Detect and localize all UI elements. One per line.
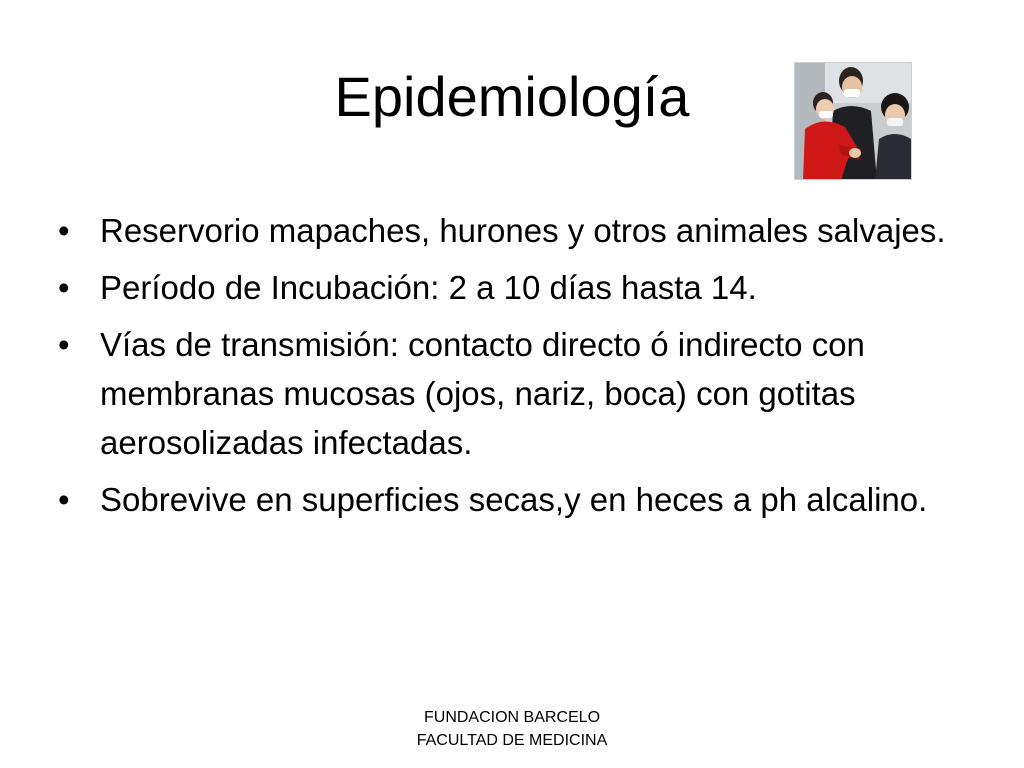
bullet-item	[58, 475, 978, 524]
bullet-item	[58, 263, 978, 312]
bullet-text: Vías de transmisión: contacto directo ó indirecto con membranas mucosas (ojos, nariz, boca) con gotitas aerosolizadas infectadas.	[100, 326, 865, 461]
bullet-list	[58, 206, 978, 532]
bullet-marker: •	[58, 326, 70, 363]
footer-institution: FUNDACION BARCELO	[423, 709, 601, 726]
bullet-marker: •	[58, 269, 70, 306]
bullet-item	[58, 320, 978, 467]
bullet-text: Reservorio mapaches, hurones y otros animales salvajes.	[100, 212, 946, 249]
bullet-item	[58, 206, 978, 255]
bullet-text: Sobrevive en superficies secas,y en heces a ph alcalino.	[100, 481, 928, 518]
bullet-marker: •	[58, 481, 70, 518]
slide-title: Epidemiología	[334, 65, 690, 128]
bullet-text: Período de Incubación: 2 a 10 días hasta 14.	[100, 269, 757, 306]
masked-people-photo	[794, 62, 912, 180]
footer-faculty: FACULTAD DE MEDICINA	[416, 732, 608, 749]
bullet-marker: •	[58, 212, 70, 249]
footer	[312, 706, 712, 752]
